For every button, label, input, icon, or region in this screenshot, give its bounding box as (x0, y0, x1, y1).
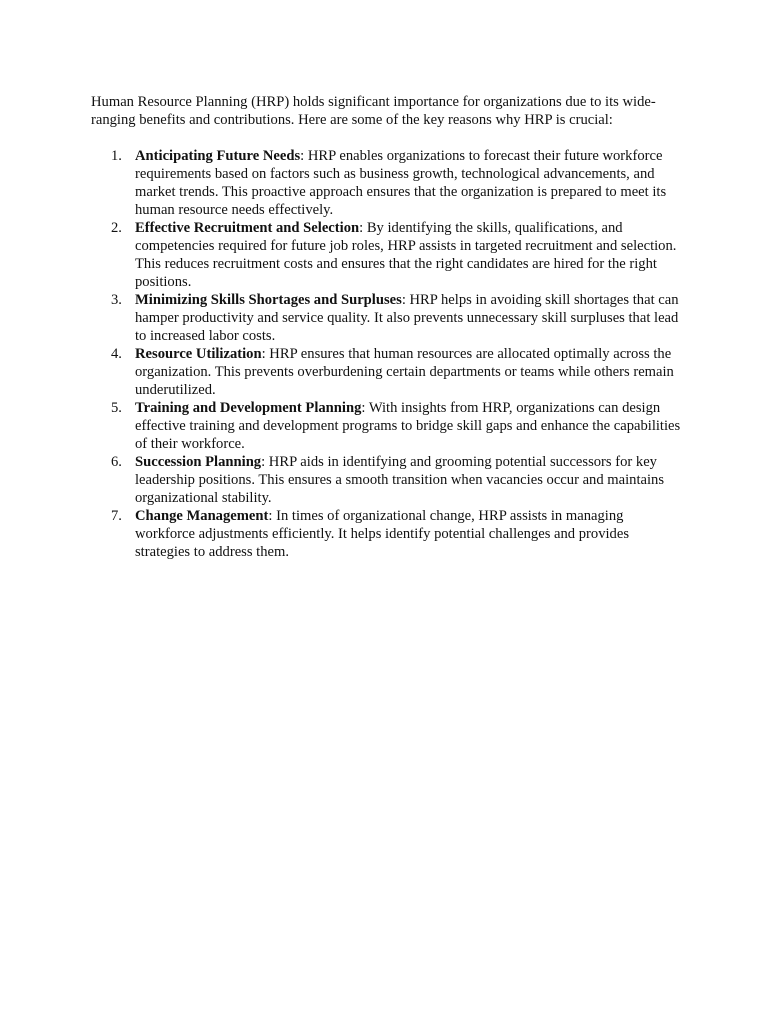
list-item-term: Change Management (135, 508, 269, 524)
list-item-text: : HRP ensures that human resources are allocated optimally across the organization. This prevents overburdening certain departments or teams while others remain underutilized. (135, 346, 674, 398)
list-item-term: Succession Planning (135, 454, 262, 470)
document-body (91, 93, 681, 561)
list-item-term: Training and Development Planning (135, 400, 362, 416)
reasons-list (91, 147, 681, 561)
list-item (91, 399, 681, 453)
list-item (91, 453, 681, 507)
list-item-text: : By identifying the skills, qualifications, and competencies required for future job roles, HRP assists in targeted recruitment and selection. This reduces recruitment costs and ensures that the right candidates are hired for the right positions. (135, 220, 677, 290)
list-item-number: 7. (111, 508, 122, 524)
intro-paragraph: Human Resource Planning (HRP) holds significant importance for organizations due to its wide-ranging benefits and contributions. Here are some of the key reasons why HRP is crucial: (91, 94, 656, 128)
list-item-number: 4. (111, 346, 122, 362)
list-item-number: 5. (111, 400, 122, 416)
list-item-text: : With insights from HRP, organizations can design effective training and development programs to bridge skill gaps and enhance the capabilities of their workforce. (135, 400, 681, 452)
list-item-number: 1. (111, 148, 122, 164)
list-item-text: : HRP enables organizations to forecast their future workforce requirements based on factors such as business growth, technological advancements, and market trends. This proactive approach ensures that the organization is prepared to meet its human resource needs effectively. (135, 148, 667, 218)
list-item-term: Resource Utilization (135, 346, 262, 362)
list-item-number: 3. (111, 292, 122, 308)
list-item (91, 291, 681, 345)
list-item (91, 345, 681, 399)
list-item-term: Anticipating Future Needs (135, 148, 301, 164)
list-item (91, 507, 681, 561)
list-item-number: 2. (111, 220, 122, 236)
list-item-term: Minimizing Skills Shortages and Surpluses (135, 292, 402, 308)
list-item-text: : HRP aids in identifying and grooming potential successors for key leadership positions. This ensures a smooth transition when vacancies occur and maintains organizational stability. (135, 454, 665, 506)
list-item-text: : In times of organizational change, HRP assists in managing workforce adjustments efficiently. It helps identify potential challenges and provides strategies to address them. (135, 508, 630, 560)
list-item (91, 219, 681, 291)
list-item-term: Effective Recruitment and Selection (135, 220, 360, 236)
list-item (91, 147, 681, 219)
list-item-number: 6. (111, 454, 122, 470)
list-item-text: : HRP helps in avoiding skill shortages that can hamper productivity and service quality. It also prevents unnecessary skill surpluses that lead to increased labor costs. (135, 292, 679, 344)
